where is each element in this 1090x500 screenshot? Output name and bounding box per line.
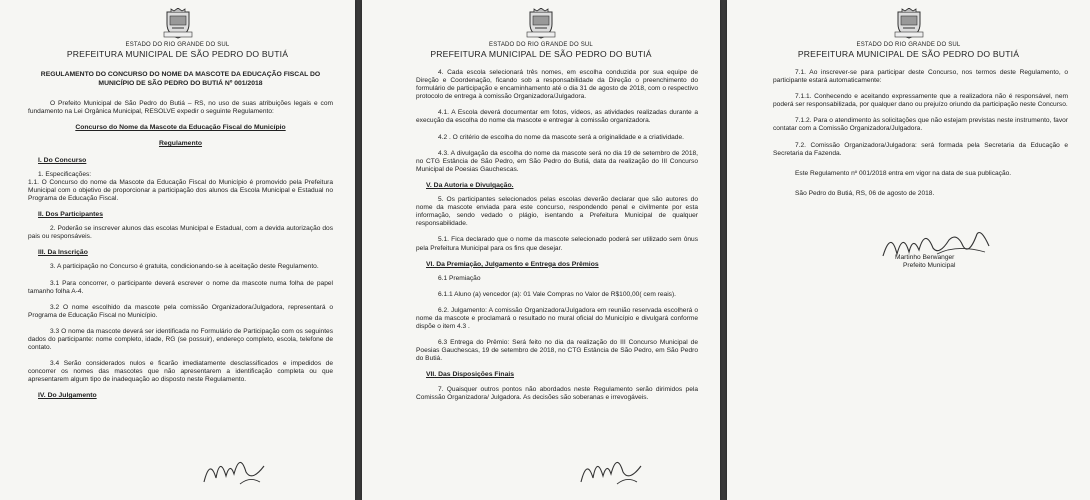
subtitle: Concurso do Nome da Mascote da Educação Fiscal do Município xyxy=(75,124,286,132)
paragraph-3-3: 3.3 O nome da mascote deverá ser identificada no Formulário de Participação com os seguintes dados do participante: nome completo, idade, RG (se possuir), endereço completo, escola, telefone de contato. xyxy=(28,327,333,352)
paragraph-7: 7. Quaisquer outros pontos não abordados neste Regulamento serão dirimidos pela Comissão Organizadora/ Julgadora. As decisões são soberanas e irrevogáveis. xyxy=(416,385,698,401)
paragraph-5: 5. Os participantes selecionados pelas escolas deverão declarar que são autores do nome da mascote enviada para este concurso, respondendo penal e civilmente por esta informação, sendo vedado o plágio, isentando a Prefeitura Municipal de qualquer responsabilidade. xyxy=(416,196,698,228)
paragraph-7-2: 7.2. Comissão Organizadora/Julgadora: será formada pela Secretaria da Educação e Secretaria da Fazenda. xyxy=(773,141,1068,157)
header-prefeitura: PREFEITURA MUNICIPAL DE SÃO PEDRO DO BUTIÁ xyxy=(430,49,652,59)
paragraph-3-1: 3.1 Para concorrer, o participante deverá escrever o nome da mascote numa folha de papel tamanho folha A-4. xyxy=(28,279,333,295)
paragraph-4-3: 4.3. A divulgação da escolha do nome da mascote será no dia 19 de setembro de 2018, no CTG Estância de São Pedro, em São Pedro do Butiá, data da realização do III Concurso Municipal de Poesias Gauchescas. xyxy=(416,149,698,173)
header-state: ESTADO DO RIO GRANDE DO SUL xyxy=(125,42,230,48)
paragraph-3-2: 3.2 O nome escolhido da mascote pela comissão Organizadora/Julgadora, representará o Programa de Educação Fiscal no Município. xyxy=(28,303,333,319)
paragraph-7-1: 7.1. Ao inscrever-se para participar deste Concurso, nos termos deste Regulamento, o participante estará automaticamente: xyxy=(773,69,1068,85)
municipal-crest xyxy=(362,8,720,40)
paragraph-6-1-1: 6.1.1 Aluno (a) vencedor (a): 01 Vale Compras no Valor de R$100,00( cem reais). xyxy=(438,290,676,298)
intro-paragraph: O Prefeito Municipal de São Pedro do Butiá – RS, no uso de suas atribuições legais e com fundamento na Lei Orgânica Municipal, RESOLVE expedir o seguinte Regulamento: xyxy=(28,100,333,116)
signer-role: Prefeito Municipal xyxy=(903,262,956,269)
section-heading-premiacao: VI. Da Premiação, Julgamento e Entrega dos Prêmios xyxy=(426,260,599,268)
paragraph-7-1-1: 7.1.1. Conhecendo e aceitando expressamente que a realizadora não é responsável, nem poderá ser responsabilizada, por qualquer dano ou prejuízo oriundo da participação neste Concurso. xyxy=(773,93,1068,109)
paragraph-6-3: 6.3 Entrega do Prêmio: Será feito no dia da realização do III Concurso Municipal de Poesias Gauchescas, 19 de setembro de 2018, no CTG Estância de São Pedro, em São Pedro do Butiá. xyxy=(416,339,698,363)
paragraph-1: 1. Especificações: xyxy=(38,170,92,178)
document-title: REGULAMENTO DO CONCURSO DO NOME DA MASCOTE DA EDUCAÇÃO FISCAL DO MUNICÍPIO DE SÃO PEDRO DO BUTIÁ Nº 001/2018 xyxy=(40,71,321,87)
paragraph-3: 3. A participação no Concurso é gratuita, condicionando-se à aceitação deste Regulamento. xyxy=(50,263,319,271)
document-page-1 xyxy=(0,0,355,500)
section-heading-inscricao: III. Da Inscrição xyxy=(38,249,88,257)
paragraph-4: 4. Cada escola selecionará três nomes, em escolha conduzida por sua equipe de Direção e Coordenação, ficando sob a responsabilidade da Direção o preenchimento do formulário de participação e encaminhamento até o dia 31 de agosto de 2018, com o respectivo protocolo de entrega à comissão Organizadora/Julgadora. xyxy=(416,69,698,101)
signature-initials xyxy=(200,448,270,490)
signature-initials xyxy=(577,448,647,490)
paragraph-6-1: 6.1 Premiação xyxy=(438,274,481,282)
signer-name: Martinho Berwanger xyxy=(895,254,955,261)
municipal-crest xyxy=(727,8,1090,40)
municipal-crest xyxy=(0,8,355,40)
paragraph-6-2: 6.2. Julgamento: A comissão Organizadora/Julgadora em reunião reservada escolherá o nome da mascote e proclamará o resultado no mural oficial do Município e divulgará conforme dispõe o item 4.3 . xyxy=(416,306,698,331)
document-page-2 xyxy=(362,0,720,500)
section-heading-autoria: V. Da Autoria e Divulgação. xyxy=(426,181,514,189)
paragraph-3-4: 3.4 Serão considerados nulos e ficarão imediatamente desclassificados e impedidos de concorrer os nomes das mascotes que não apresentarem a identificação completa ou que apresentarem algum tipo de inadequação ao disposto neste Regulamento. xyxy=(28,360,333,384)
paragraph-7-1-2: 7.1.2. Para o atendimento às solicitações que não estejam previstas neste instrumento, favor contatar com a Comissão Organizadora/Julgadora. xyxy=(773,117,1068,133)
paragraph-5-1: 5.1. Fica declarado que o nome da mascote selecionado poderá ser utilizado sem ônus pela Prefeitura Municipal para os fins que desejar. xyxy=(416,236,698,252)
document-page-3 xyxy=(727,0,1090,500)
section-heading-disposicoes: VII. Das Disposições Finais xyxy=(426,371,515,379)
section-heading-julgamento: IV. Do Julgamento xyxy=(38,392,97,400)
vigor-statement: Este Regulamento nº 001/2018 entra em vigor na data de sua publicação. xyxy=(795,169,1012,177)
header-state: ESTADO DO RIO GRANDE DO SUL xyxy=(856,42,961,48)
paragraph-2: 2. Poderão se inscrever alunos das escolas Municipal e Estadual, com a devida autorização dos pais ou responsáveis. xyxy=(28,225,333,241)
paragraph-4-1: 4.1. A Escola deverá documentar em fotos, vídeos, as atividades realizadas durante a execução da escolha do nome da mascote e entregar à comissão organizadora. xyxy=(416,109,698,125)
section-heading-concurso: I. Do Concurso xyxy=(38,156,87,164)
section-heading-participantes: II. Dos Participantes xyxy=(38,211,103,219)
paragraph-4-2: 4.2 . O critério de escolha do nome da mascote será a originalidade e a criatividade. xyxy=(438,133,684,141)
header-prefeitura: PREFEITURA MUNICIPAL DE SÃO PEDRO DO BUTIÁ xyxy=(66,49,289,59)
regulamento-heading: Regulamento xyxy=(158,140,203,148)
paragraph-1-1: 1.1. O Concurso do nome da Mascote da Educação Fiscal do Município é promovido pela Prefeitura Municipal com o objetivo de proporcionar a participação dos alunos da Escola Municipal e Estadual no Programa de Educação Fiscal. xyxy=(28,178,333,202)
header-state: ESTADO DO RIO GRANDE DO SUL xyxy=(489,42,593,48)
date-line: São Pedro do Butiá, RS, 06 de agosto de 2018. xyxy=(795,189,935,197)
header-prefeitura: PREFEITURA MUNICIPAL DE SÃO PEDRO DO BUTIÁ xyxy=(797,49,1020,59)
